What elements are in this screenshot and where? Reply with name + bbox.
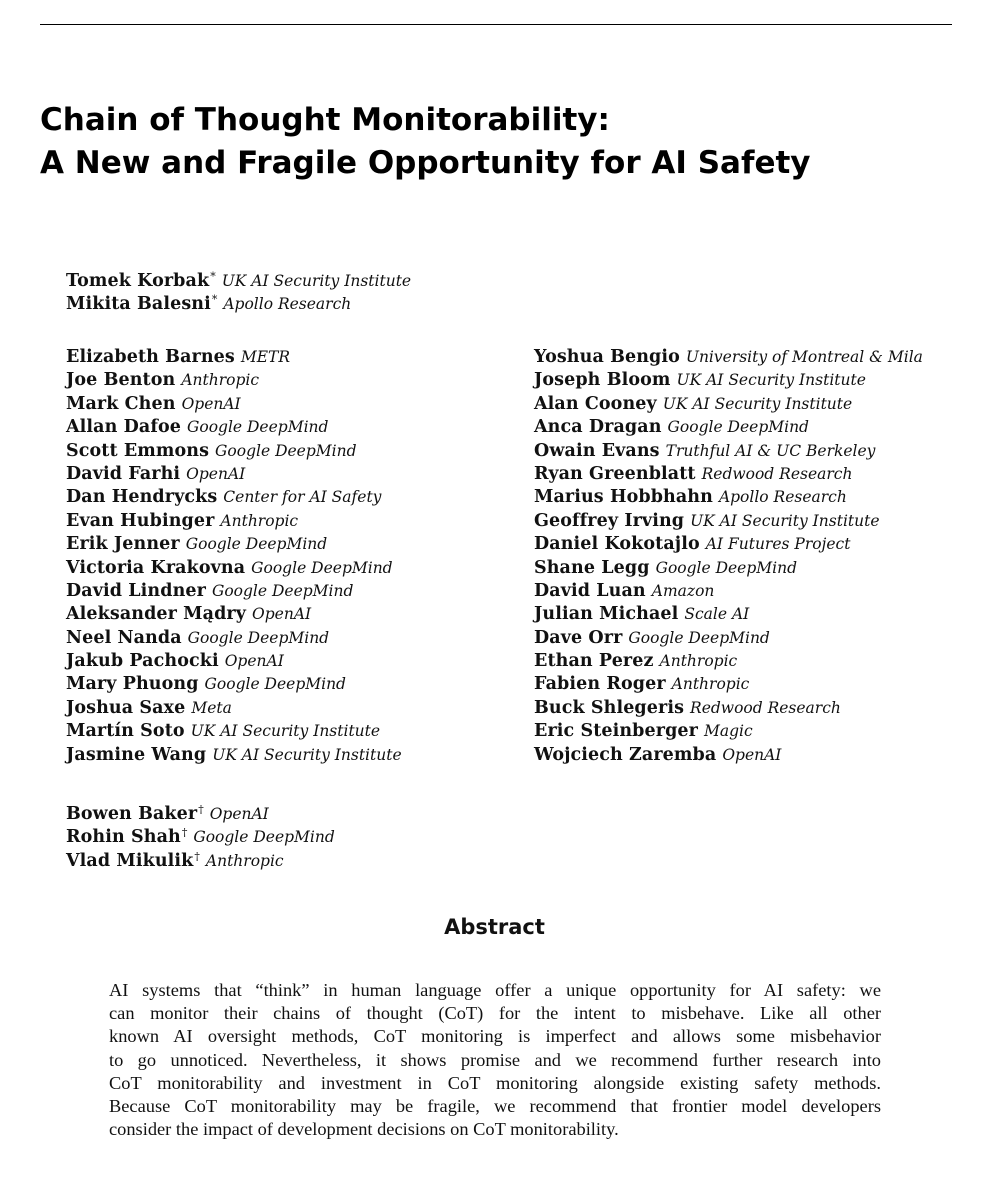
- abstract-line: CoT monitorability and investment in CoT monitoring alongside existing safety methods.: [109, 1072, 881, 1093]
- author-name: Rohin Shah: [66, 827, 181, 848]
- author-entry: [534, 696, 923, 719]
- author-affiliation: Apollo Research: [223, 295, 352, 314]
- author-entry: [534, 439, 923, 462]
- author-entry: [66, 485, 402, 508]
- author-name: Ethan Perez: [534, 651, 654, 672]
- author-entry: [534, 743, 923, 766]
- author-name: Bowen Baker: [66, 804, 198, 824]
- author-name: Fabien Roger: [534, 674, 666, 695]
- author-entry: [66, 415, 402, 438]
- author-entry: [66, 798, 335, 824]
- author-name: Jakub Pachocki: [66, 651, 219, 672]
- author-entry: [534, 602, 923, 625]
- author-entry: [534, 579, 923, 602]
- author-entry: [66, 532, 402, 555]
- author-name: Neel Nanda: [66, 627, 182, 648]
- author-affiliation: Truthful AI & UC Berkeley: [665, 441, 876, 460]
- author-name: Elizabeth Barnes: [66, 347, 235, 367]
- author-name: Jasmine Wang: [66, 744, 207, 765]
- abstract-line: AI systems that “think” in human language offer a unique opportunity for AI safety: we: [109, 980, 881, 1000]
- author-name: Erik Jenner: [66, 534, 180, 555]
- author-affiliation: UK AI Security Institute: [212, 745, 402, 764]
- author-affiliation: Redwood Research: [690, 698, 841, 717]
- author-entry: [66, 345, 402, 368]
- author-name: Geoffrey Irving: [534, 510, 685, 531]
- author-entry: [66, 845, 335, 871]
- author-name: Aleksander Mądry: [66, 604, 247, 625]
- author-affiliation: OpenAI: [186, 464, 246, 483]
- author-affiliation: Anthropic: [181, 371, 260, 390]
- lead-authors: [66, 265, 412, 315]
- author-affiliation: UK AI Security Institute: [662, 394, 853, 413]
- author-affiliation: Google DeepMind: [193, 828, 335, 847]
- authors-left-column: [66, 345, 402, 766]
- author-affiliation: Google DeepMind: [667, 418, 809, 437]
- author-affiliation: METR: [240, 348, 291, 366]
- abstract-line: consider the impact of development decisions on CoT monitorability.: [109, 1119, 619, 1140]
- author-name: Joe Benton: [66, 370, 176, 391]
- author-affiliation: AI Futures Project: [705, 535, 851, 554]
- author-affiliation: Apollo Research: [718, 488, 847, 507]
- author-affiliation: Google DeepMind: [655, 558, 798, 577]
- author-entry: [534, 719, 923, 742]
- author-entry: [534, 415, 923, 438]
- abstract-body: [109, 979, 881, 1141]
- author-name: Dave Orr: [534, 627, 623, 648]
- senior-authors: [66, 798, 335, 871]
- abstract-line: Because CoT monitorability may be fragile, we recommend that frontier model developers: [109, 1096, 881, 1117]
- author-entry: [66, 288, 411, 315]
- author-affiliation: OpenAI: [181, 394, 241, 413]
- author-name: David Lindner: [66, 580, 206, 601]
- author-name: David Luan: [534, 580, 646, 601]
- author-affiliation: Anthropic: [220, 511, 299, 530]
- author-mark: *: [211, 293, 218, 307]
- author-entry: [66, 821, 335, 848]
- author-affiliation: UK AI Security Institute: [690, 511, 880, 530]
- author-mark: *: [210, 270, 216, 283]
- author-entry: [66, 626, 402, 649]
- author-affiliation: Google DeepMind: [211, 581, 354, 600]
- author-entry: [66, 392, 402, 415]
- author-affiliation: Anthropic: [659, 652, 738, 671]
- author-affiliation: OpenAI: [722, 745, 782, 764]
- author-entry: [66, 556, 402, 579]
- author-affiliation: Google DeepMind: [628, 628, 770, 647]
- author-name: Wojciech Zaremba: [534, 744, 717, 765]
- author-affiliation: OpenAI: [209, 805, 269, 823]
- author-name: Marius Hobbhahn: [534, 487, 713, 508]
- author-mark: †: [194, 849, 200, 863]
- author-entry: [534, 626, 923, 649]
- author-name: Allan Dafoe: [66, 417, 181, 438]
- author-entry: [66, 509, 402, 532]
- author-entry: [534, 556, 923, 579]
- author-name: Mikita Balesni: [66, 294, 211, 315]
- author-entry: [534, 462, 923, 485]
- author-mark: †: [198, 803, 204, 816]
- author-affiliation: UK AI Security Institute: [190, 722, 381, 741]
- author-affiliation: UK AI Security Institute: [221, 272, 412, 290]
- author-affiliation: Google DeepMind: [185, 535, 328, 554]
- author-name: Tomek Korbak: [66, 271, 210, 291]
- paper-title-line-2: A New and Fragile Opportunity for AI Safety: [40, 145, 811, 181]
- author-affiliation: UK AI Security Institute: [676, 371, 866, 390]
- author-name: Shane Legg: [534, 557, 650, 578]
- abstract-line: to go unnoticed. Nevertheless, it shows promise and we recommend further research into: [109, 1049, 881, 1070]
- paper-title: [40, 99, 811, 185]
- author-affiliation: Amazon: [651, 581, 715, 600]
- author-name: Joshua Saxe: [66, 697, 186, 718]
- author-name: Joseph Bloom: [534, 370, 671, 391]
- author-affiliation: Anthropic: [205, 851, 284, 870]
- author-affiliation: Redwood Research: [701, 464, 853, 483]
- author-affiliation: Magic: [703, 722, 753, 741]
- author-name: Scott Emmons: [66, 440, 210, 461]
- author-entry: [66, 439, 402, 462]
- author-affiliation: Scale AI: [684, 605, 750, 624]
- author-affiliation: Center for AI Safety: [223, 488, 382, 507]
- author-affiliation: OpenAI: [224, 652, 284, 671]
- author-entry: [66, 462, 402, 485]
- author-mark: †: [181, 826, 188, 840]
- author-name: Martín Soto: [66, 721, 185, 742]
- author-name: Alan Cooney: [534, 393, 657, 414]
- paper-title-line-1: Chain of Thought Monitorability:: [40, 102, 610, 138]
- author-affiliation: Google DeepMind: [215, 441, 357, 460]
- abstract-heading: Abstract: [444, 915, 545, 939]
- author-name: Anca Dragan: [534, 417, 662, 438]
- authors-right-column: [534, 345, 923, 766]
- author-entry: [66, 719, 402, 742]
- author-name: David Farhi: [66, 463, 181, 484]
- author-entry: [66, 696, 402, 719]
- author-affiliation: Google DeepMind: [187, 628, 330, 647]
- author-affiliation: Google DeepMind: [204, 675, 346, 694]
- author-name: Vlad Mikulik: [66, 850, 194, 871]
- author-entry: [66, 579, 402, 602]
- author-affiliation: Google DeepMind: [251, 558, 393, 577]
- author-name: Daniel Kokotajlo: [534, 534, 700, 555]
- author-affiliation: OpenAI: [252, 605, 312, 624]
- author-name: Yoshua Bengio: [534, 347, 680, 367]
- author-name: Victoria Krakovna: [66, 557, 246, 578]
- author-entry: [534, 485, 923, 508]
- author-name: Buck Shlegeris: [534, 697, 685, 718]
- author-name: Dan Hendrycks: [66, 487, 218, 508]
- author-entry: [66, 368, 402, 391]
- author-entry: [66, 649, 402, 672]
- author-entry: [534, 509, 923, 532]
- author-entry: [534, 672, 923, 695]
- author-entry: [66, 602, 402, 625]
- author-name: Julian Michael: [534, 604, 679, 625]
- author-affiliation: Meta: [191, 698, 232, 717]
- abstract-line: known AI oversight methods, CoT monitoring is imperfect and allows some misbehavior: [109, 1026, 881, 1047]
- author-entry: [66, 672, 402, 695]
- abstract-line: can monitor their chains of thought (CoT) for the intent to misbehave. Like all other: [109, 1003, 881, 1024]
- header-rule: [40, 24, 952, 25]
- author-affiliation: University of Montreal & Mila: [685, 348, 923, 366]
- author-name: Owain Evans: [534, 440, 660, 461]
- author-name: Evan Hubinger: [66, 510, 215, 531]
- author-entry: [534, 649, 923, 672]
- author-entry: [534, 345, 923, 368]
- author-entry: [534, 532, 923, 555]
- author-entry: [66, 265, 412, 291]
- author-entry: [534, 392, 923, 415]
- author-name: Ryan Greenblatt: [534, 463, 696, 484]
- author-name: Eric Steinberger: [534, 721, 698, 742]
- author-name: Mary Phuong: [66, 674, 199, 695]
- author-affiliation: Anthropic: [671, 675, 750, 694]
- author-name: Mark Chen: [66, 393, 176, 414]
- author-entry: [66, 743, 402, 766]
- author-affiliation: Google DeepMind: [186, 418, 329, 437]
- author-entry: [534, 368, 923, 391]
